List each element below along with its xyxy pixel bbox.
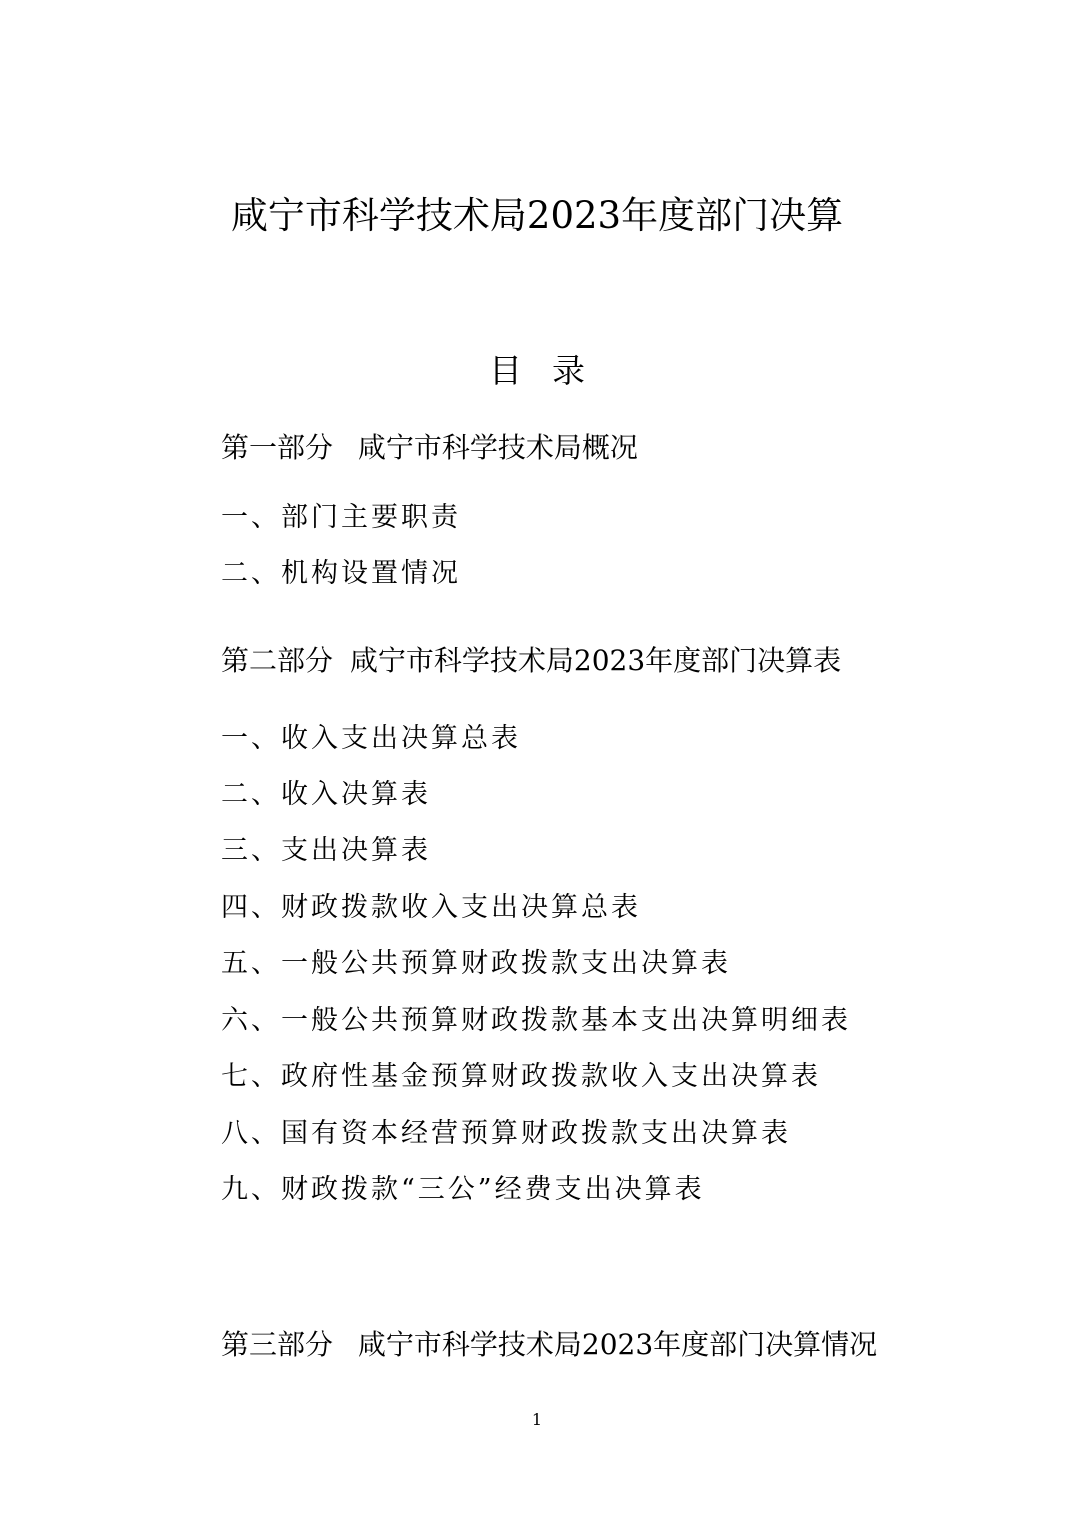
toc-part-title: 咸宁市科学技术局概况 — [357, 431, 638, 464]
toc-heading: 目录 — [489, 351, 615, 390]
page-number: 1 — [531, 1410, 543, 1429]
toc-item[interactable]: 一、收入支出决算总表 — [221, 723, 521, 754]
toc-item[interactable]: 七、政府性基金预算财政拨款收入支出决算表 — [221, 1061, 821, 1092]
toc-item[interactable]: 六、一般公共预算财政拨款基本支出决算明细表 — [221, 1005, 851, 1036]
document-title: 咸宁市科学技术局2023年度部门决算 — [230, 194, 844, 237]
toc-part-1[interactable] — [221, 430, 638, 466]
toc-part-label: 第三部分 — [221, 1328, 334, 1361]
toc-item[interactable]: 二、收入决算表 — [221, 779, 431, 810]
toc-item[interactable]: 五、一般公共预算财政拨款支出决算表 — [221, 948, 731, 979]
toc-item[interactable]: 二、机构设置情况 — [221, 558, 461, 589]
toc-item[interactable]: 九、财政拨款“三公”经费支出决算表 — [221, 1174, 705, 1205]
toc-part-label: 第一部分 — [221, 431, 334, 464]
toc-item[interactable]: 四、财政拨款收入支出决算总表 — [221, 892, 641, 923]
toc-item[interactable]: 一、部门主要职责 — [221, 502, 461, 533]
toc-part-3[interactable] — [221, 1327, 877, 1363]
toc-item[interactable]: 八、国有资本经营预算财政拨款支出决算表 — [221, 1118, 791, 1149]
toc-part-title: 咸宁市科学技术局2023年度部门决算情况 — [357, 1328, 878, 1361]
toc-part-title: 咸宁市科学技术局2023年度部门决算表 — [349, 644, 842, 677]
toc-item[interactable]: 三、支出决算表 — [221, 835, 431, 866]
toc-part-2[interactable] — [221, 643, 841, 679]
toc-part-label: 第二部分 — [221, 644, 334, 677]
